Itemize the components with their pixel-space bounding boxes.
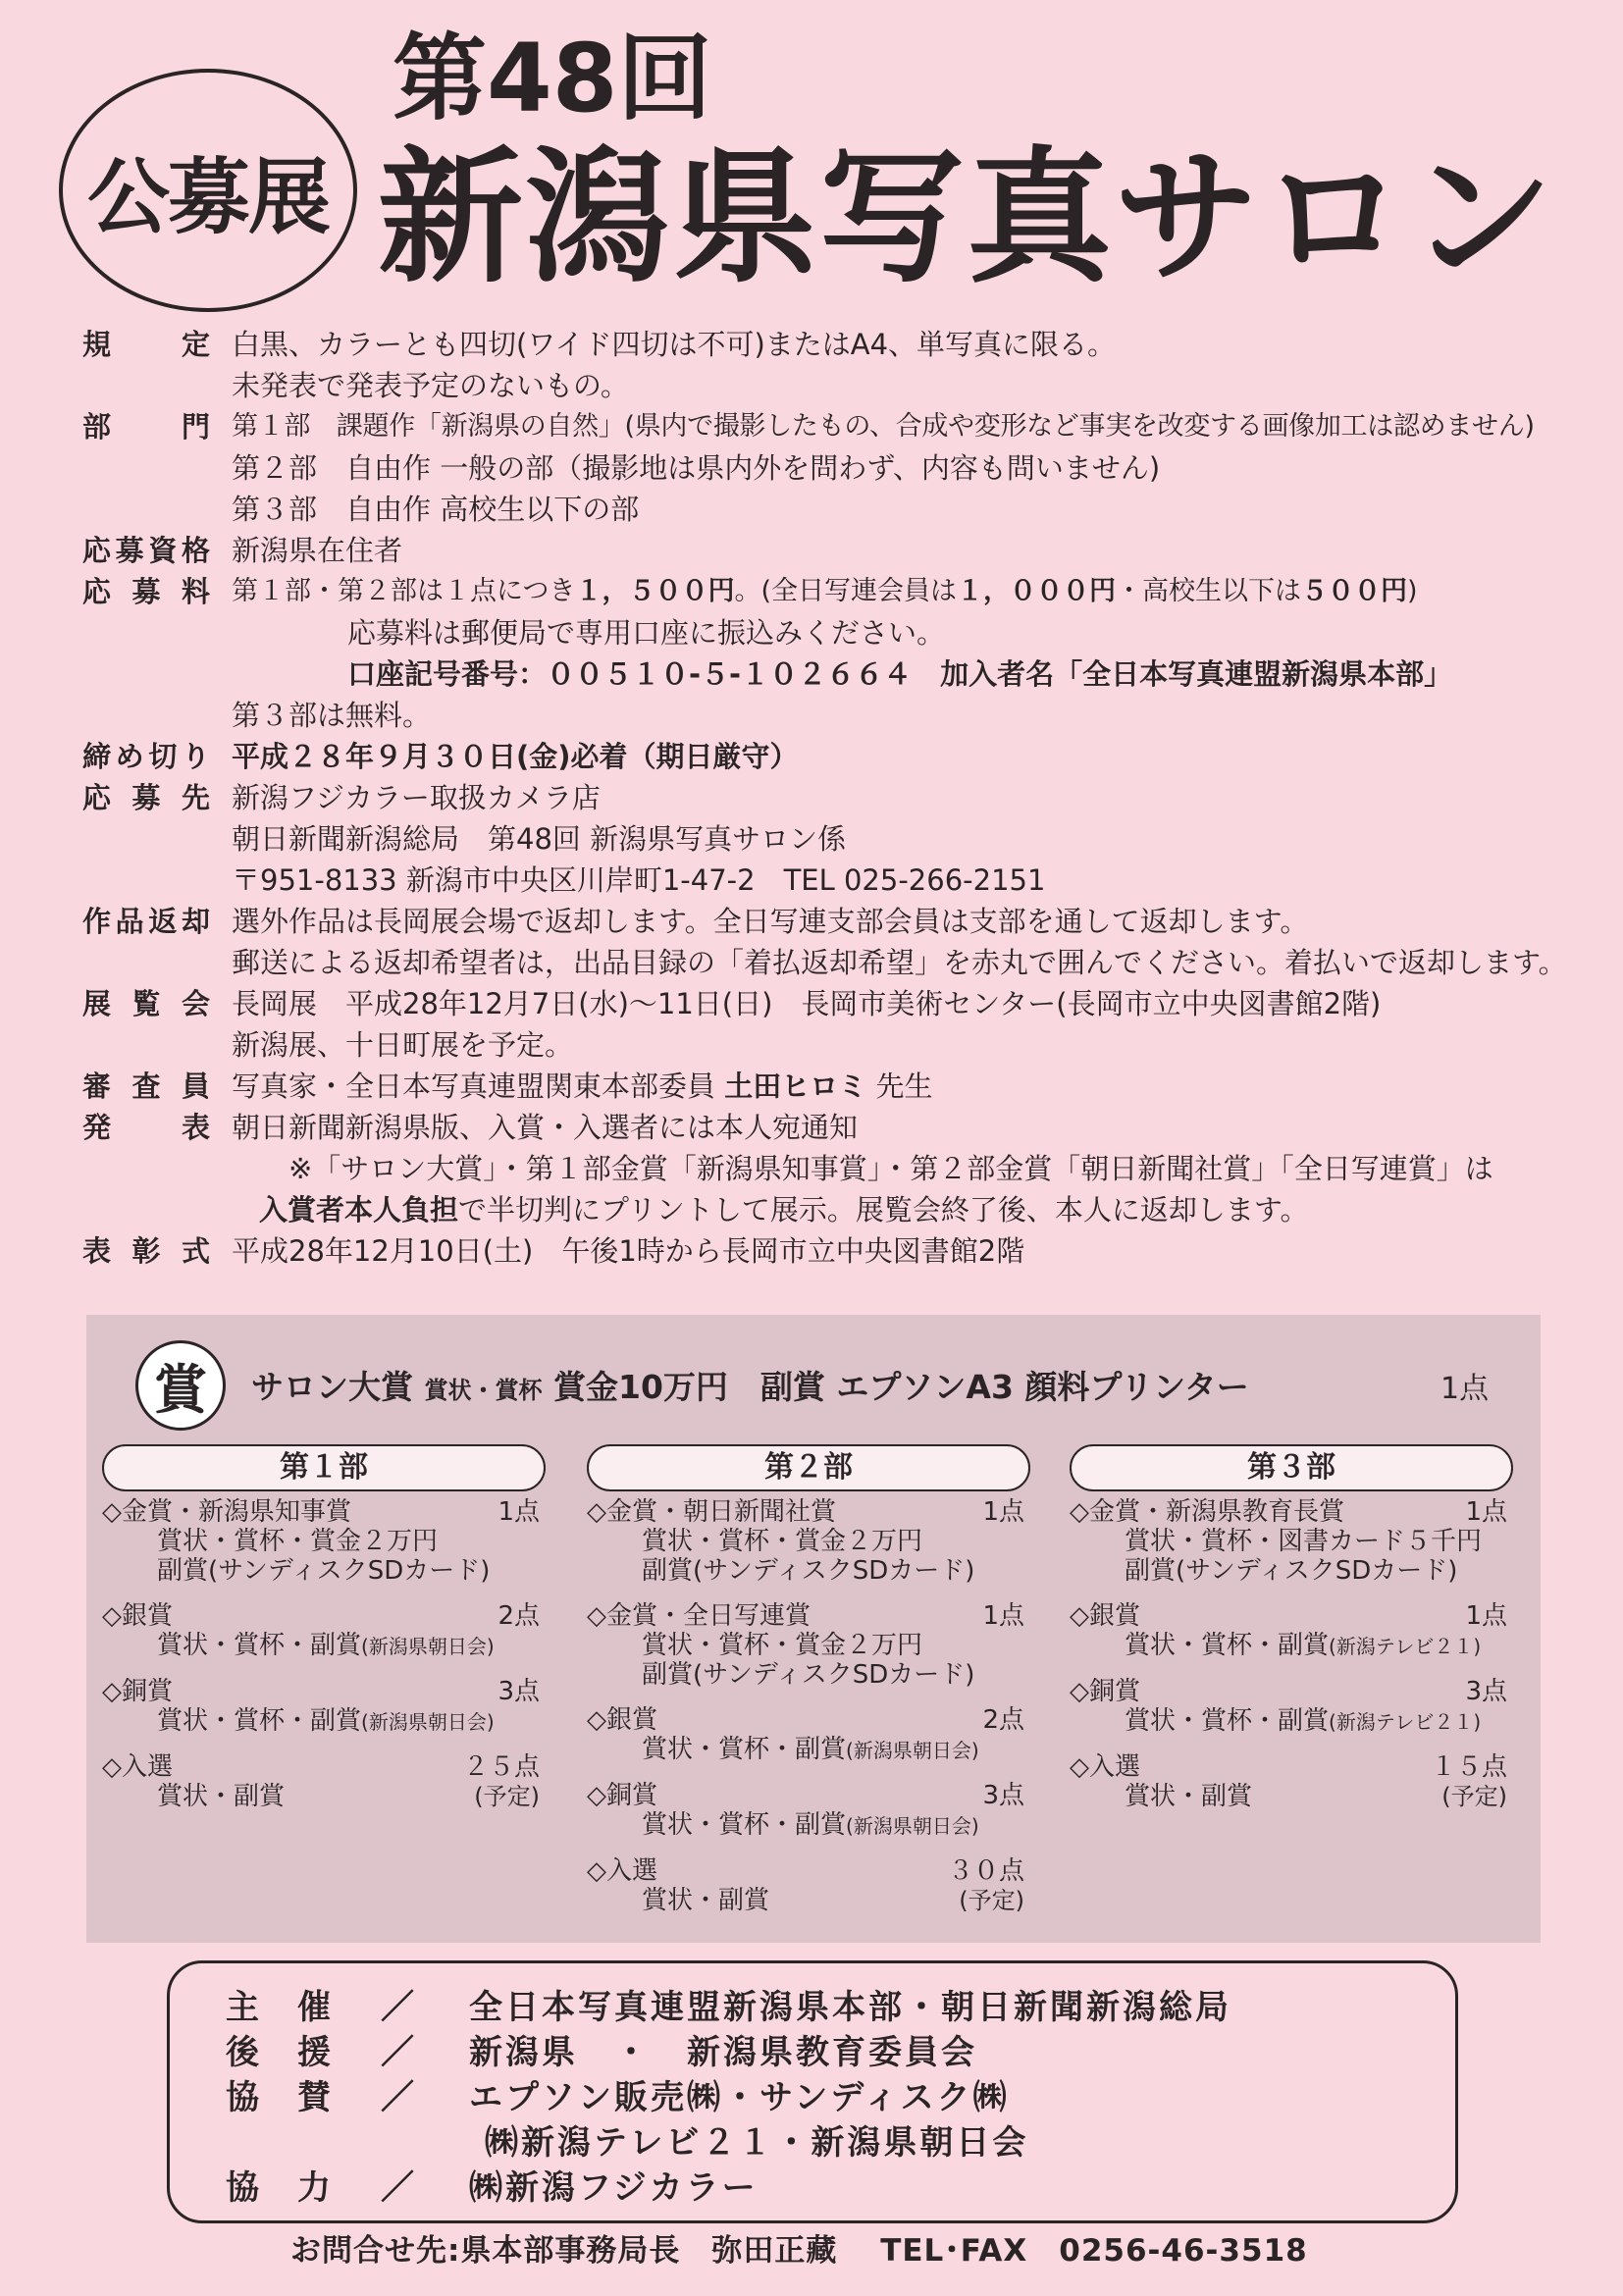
sponsor-name: エプソン販売㈱・サンディスク㈱ xyxy=(469,2078,1010,2117)
grand-prize-desc: 賞金10万円 副賞 エプソンA3 顔料プリンター xyxy=(553,1368,1249,1406)
rule-value: 長岡展 平成28年12月7日(水)～11日(日) 長岡市美術センター(長岡市立中央図書館2階) xyxy=(232,987,1382,1020)
prize-detail-text: 賞状・賞杯・副賞 xyxy=(642,1735,847,1764)
rule-row xyxy=(82,1230,1584,1272)
rule-row xyxy=(82,942,1584,983)
prize-detail: 賞状・副賞 xyxy=(1125,1782,1253,1811)
rule-value: 朝日新聞新潟県版、入賞・入選者には本人宛通知 xyxy=(232,1111,859,1144)
prize-item xyxy=(1070,1497,1513,1586)
prize-count: 3点 xyxy=(497,1677,540,1706)
fee-amount: ５００円 xyxy=(1301,576,1408,606)
rule-row xyxy=(82,983,1584,1024)
prize-detail xyxy=(1070,1706,1513,1737)
prize-count: 3点 xyxy=(982,1781,1024,1810)
rule-text: で半切判にプリントして展示。展覧会終了後、本人に返却します。 xyxy=(458,1193,1309,1226)
prize-detail: 賞状・賞杯・賞金２万円 xyxy=(642,1527,923,1556)
sponsor-role: 協賛 xyxy=(226,2078,334,2117)
rule-row xyxy=(82,1066,1584,1107)
prize-name: ◇銀賞 xyxy=(1070,1601,1140,1631)
prize-item xyxy=(1070,1752,1513,1811)
bank-account: 口座記号番号：００５１０-５-１０２６６４ 加入者名「全日本写真連盟新潟県本部」 xyxy=(347,657,1453,691)
prize-detail-text: 賞状・賞杯・副賞 xyxy=(1125,1706,1330,1736)
rule-label: 表彰式 xyxy=(82,1234,210,1268)
prize-detail-sponsor: (新潟県朝日会) xyxy=(361,1710,495,1734)
rule-label: 作品返却 xyxy=(82,905,210,938)
sponsor-name: ㈱新潟テレビ２１・新潟県朝日会 xyxy=(485,2123,1029,2163)
prize-column-3 xyxy=(1070,1444,1513,1811)
fee-amount: １，５００円 xyxy=(575,576,735,606)
prize-name: ◇金賞・新潟県知事賞 xyxy=(102,1497,351,1527)
rule-row xyxy=(82,489,1584,530)
prize-item xyxy=(102,1497,546,1586)
rule-row xyxy=(82,612,1584,653)
rule-label: 規定 xyxy=(82,328,210,361)
contact-info: お問合せ先:県本部事務局長 弥田正藏 TEL･FAX 0256-46-3518 xyxy=(290,2233,1308,2269)
sponsor-slash: ／ xyxy=(381,1988,417,2027)
rule-row xyxy=(82,901,1584,942)
fee-amount: １，０００円 xyxy=(957,576,1117,606)
prize-name: ◇入選 xyxy=(102,1752,173,1782)
prize-detail: 賞状・賞杯・賞金２万円 xyxy=(157,1527,439,1556)
rule-value: 平成28年12月10日(土) 午後1時から長岡市立中央図書館2階 xyxy=(232,1234,1025,1268)
rule-row xyxy=(82,447,1584,489)
judge-title: 写真家・全日本写真連盟関東本部委員 xyxy=(232,1070,716,1103)
prize-detail: 副賞(サンディスクSDカード) xyxy=(157,1556,491,1586)
rule-value: 白黒、カラーとも四切(ワイド四切は不可)またはA4、単写真に限る。 xyxy=(232,328,1117,361)
rule-row xyxy=(82,777,1584,818)
grand-prize-name: サロン大賞 xyxy=(251,1368,413,1406)
rule-value: 第３部 自由作 高校生以下の部 xyxy=(232,493,640,526)
prize-name: ◇金賞・新潟県教育長賞 xyxy=(1070,1497,1344,1527)
prize-item xyxy=(587,1705,1030,1765)
prize-item xyxy=(587,1856,1030,1915)
prize-detail: 副賞(サンディスクSDカード) xyxy=(642,1660,975,1690)
rule-value: 選外作品は長岡展会場で返却します。全日写連支部会員は支部を通して返却します。 xyxy=(232,905,1309,938)
sponsor-row xyxy=(226,2070,1010,2118)
rule-label: 発表 xyxy=(82,1111,210,1144)
prize-name: ◇銅賞 xyxy=(587,1781,657,1810)
prize-column-2 xyxy=(587,1444,1030,1915)
rule-value: 新潟県在住者 xyxy=(232,534,403,567)
rule-value: 第３部は無料。 xyxy=(232,699,432,732)
prize-item xyxy=(587,1601,1030,1690)
section-heading: 第１部 xyxy=(102,1444,546,1491)
grand-prize-count: 1点 xyxy=(1440,1372,1490,1406)
prize-count: 1点 xyxy=(982,1601,1024,1631)
sponsor-slash: ／ xyxy=(381,2078,417,2117)
prize-column-1 xyxy=(102,1444,546,1811)
prize-name: ◇銀賞 xyxy=(587,1705,657,1735)
rule-row xyxy=(82,1107,1584,1148)
grand-prize-award: 賞状・賞杯 xyxy=(424,1377,543,1404)
rule-label: 応募料 xyxy=(82,575,210,608)
sponsor-name: 全日本写真連盟新潟県本部・朝日新聞新潟総局 xyxy=(469,1988,1231,2027)
prize-item xyxy=(1070,1601,1513,1661)
judge-honorific: 先生 xyxy=(875,1070,933,1103)
prize-item xyxy=(587,1497,1030,1586)
rule-row xyxy=(82,530,1584,571)
prize-count: 1点 xyxy=(497,1497,540,1527)
prize-name: ◇入選 xyxy=(587,1856,657,1886)
rule-label: 締め切り xyxy=(82,740,210,773)
prize-detail-text: 賞状・賞杯・副賞 xyxy=(1125,1631,1330,1660)
prize-detail-text: 賞状・賞杯・副賞 xyxy=(642,1810,847,1840)
sponsor-slash: ／ xyxy=(381,2033,417,2072)
rule-label: 応募先 xyxy=(82,781,210,814)
rule-label: 審査員 xyxy=(82,1070,210,1103)
rule-row xyxy=(82,695,1584,736)
prize-detail-sponsor: (新潟県朝日会) xyxy=(846,1814,979,1838)
rule-value: 〒951-8133 新潟市中央区川岸町1-47-2 TEL 025-266-2151 xyxy=(232,863,1046,897)
sponsor-row xyxy=(226,2025,977,2073)
self-pay-note: 入賞者本人負担 xyxy=(259,1193,459,1226)
prize-count: 1点 xyxy=(1465,1497,1507,1527)
prize-count: １５点 xyxy=(1430,1752,1507,1782)
sponsor-row xyxy=(485,2115,1028,2164)
rule-row xyxy=(82,818,1584,860)
prize-detail: 賞状・賞杯・図書カード５千円 xyxy=(1125,1527,1483,1556)
rule-value: 未発表で発表予定のないもの。 xyxy=(232,369,629,402)
prize-detail-sponsor: (新潟県朝日会) xyxy=(361,1635,495,1658)
rule-value: 朝日新聞新潟総局 第48回 新潟県写真サロン係 xyxy=(232,822,847,856)
prize-detail-text: 賞状・賞杯・副賞 xyxy=(157,1631,362,1660)
prize-icon: 賞 xyxy=(135,1340,226,1431)
fee-text: 第１部・第２部は１点につき xyxy=(232,576,576,606)
prize-detail-sponsor: (新潟県朝日会) xyxy=(846,1739,979,1762)
rule-row xyxy=(82,1189,1584,1230)
prize-count: 1点 xyxy=(982,1497,1024,1527)
section-heading: 第３部 xyxy=(1070,1444,1513,1491)
rule-row xyxy=(82,571,1584,612)
entry-rules xyxy=(82,324,1584,1272)
prize-item xyxy=(102,1601,546,1661)
prize-name: ◇入選 xyxy=(1070,1752,1140,1782)
prize-name: ◇金賞・朝日新聞社賞 xyxy=(587,1497,836,1527)
prize-count: ３０点 xyxy=(947,1856,1024,1886)
prize-item xyxy=(1070,1677,1513,1737)
prize-name: ◇銀賞 xyxy=(102,1601,173,1631)
rule-row xyxy=(82,1148,1584,1189)
rule-label: 部門 xyxy=(82,410,210,444)
prize-detail: 副賞(サンディスクSDカード) xyxy=(1125,1556,1458,1586)
rule-value: 新潟フジカラー取扱カメラ店 xyxy=(232,781,601,814)
prize-item xyxy=(102,1677,546,1737)
rule-value: 第１部 課題作「新潟県の自然」(県内で撮影したもの、合成や変形など事実を改変する画像加工は認めません) xyxy=(232,411,1535,442)
sponsor-role: 協力 xyxy=(226,2168,334,2208)
prize-detail-sponsor: (新潟テレビ２１) xyxy=(1329,1710,1482,1734)
rule-value xyxy=(232,1066,932,1107)
rule-value xyxy=(232,571,1418,612)
prize-count: 2点 xyxy=(982,1705,1024,1735)
rule-value: 新潟展、十日町展を予定。 xyxy=(232,1028,574,1062)
sponsor-row xyxy=(226,1980,1231,2028)
prize-count: 3点 xyxy=(1465,1677,1507,1706)
judge-name: 土田ヒロミ xyxy=(724,1070,867,1103)
sponsor-name: ㈱新潟フジカラー xyxy=(469,2168,759,2208)
deadline: 平成２８年９月３０日(金)必着（期日厳守） xyxy=(232,740,799,773)
fee-text: ・高校生以下は xyxy=(1116,576,1302,606)
prize-detail: 副賞(サンディスクSDカード) xyxy=(642,1556,975,1586)
prize-detail-text: 賞状・賞杯・副賞 xyxy=(157,1706,362,1736)
sponsor-slash: ／ xyxy=(381,2168,417,2208)
prize-item xyxy=(102,1752,546,1811)
rule-value: 第２部 自由作 一般の部（撮影地は県内外を問わず、内容も問いません) xyxy=(232,451,1161,485)
rule-row xyxy=(82,653,1584,695)
prize-name: ◇銅賞 xyxy=(102,1677,173,1706)
prize-detail xyxy=(102,1706,546,1737)
exhibition-badge: 公募展 xyxy=(59,69,357,312)
rule-row xyxy=(82,365,1584,406)
grand-prize xyxy=(251,1362,1249,1408)
rule-label: 応募資格 xyxy=(82,534,210,567)
edition-number: 第48回 xyxy=(393,24,712,133)
prize-detail xyxy=(587,1735,1030,1765)
rule-row xyxy=(82,736,1584,777)
prize-detail: 賞状・副賞 xyxy=(642,1886,770,1915)
sponsor-role: 後援 xyxy=(226,2033,334,2072)
rule-value: 郵送による返却希望者は，出品目録の「着払返却希望」を赤丸で囲んでください。着払いで返却します。 xyxy=(232,946,1567,979)
prize-name: ◇銅賞 xyxy=(1070,1677,1140,1706)
prize-detail-sponsor: (新潟テレビ２１) xyxy=(1329,1635,1482,1658)
rule-row xyxy=(82,860,1584,901)
rule-value: ※「サロン大賞」・第１部金賞「新潟県知事賞」・第２部金賞「朝日新聞社賞」「全日写連賞」は xyxy=(288,1152,1493,1185)
rule-row xyxy=(82,406,1584,447)
rule-label: 展覧会 xyxy=(82,987,210,1020)
sponsor-role: 主催 xyxy=(226,1988,334,2027)
fee-text: ) xyxy=(1407,576,1418,606)
section-heading: 第２部 xyxy=(587,1444,1030,1491)
rule-value xyxy=(259,1189,1309,1230)
prize-detail: 賞状・副賞 xyxy=(157,1782,286,1811)
prize-item xyxy=(587,1781,1030,1841)
sponsor-name: 新潟県 ・ 新潟県教育委員会 xyxy=(469,2033,977,2072)
prize-note: (予定) xyxy=(1441,1783,1507,1810)
sponsor-row xyxy=(226,2161,759,2209)
prize-note: (予定) xyxy=(959,1887,1024,1914)
prize-count: 1点 xyxy=(1465,1601,1507,1631)
fee-text: 。(全日写連会員は xyxy=(734,576,958,606)
prize-detail: 賞状・賞杯・賞金２万円 xyxy=(642,1631,923,1660)
prize-count: ２５点 xyxy=(462,1752,540,1782)
prize-detail xyxy=(1070,1631,1513,1661)
rule-value: 応募料は郵便局で専用口座に振込みください。 xyxy=(347,616,946,650)
prize-count: 2点 xyxy=(497,1601,540,1631)
rule-row xyxy=(82,1024,1584,1066)
prize-detail xyxy=(102,1631,546,1661)
prize-note: (予定) xyxy=(474,1783,540,1810)
page-title: 新潟県写真サロン xyxy=(378,133,1555,302)
rule-row xyxy=(82,324,1584,365)
prize-name: ◇金賞・全日写連賞 xyxy=(587,1601,811,1631)
prize-detail xyxy=(587,1810,1030,1841)
